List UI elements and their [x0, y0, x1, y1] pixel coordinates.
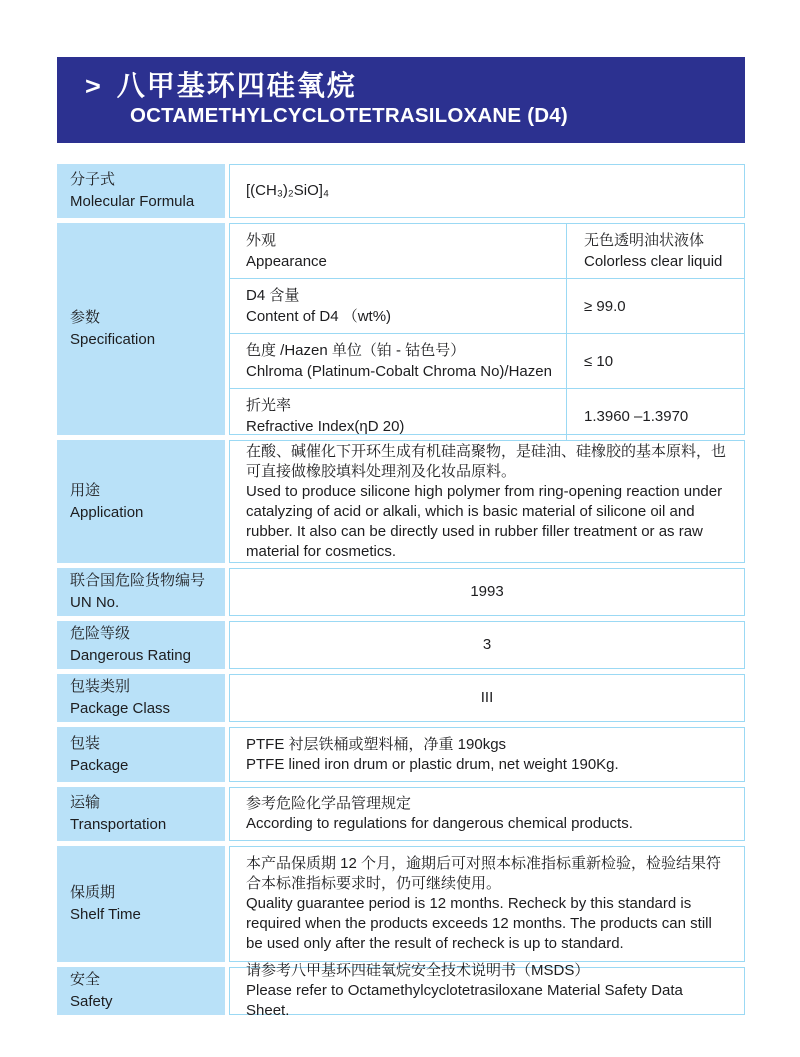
spec-table [57, 164, 745, 1019]
label-en: Safety [70, 993, 113, 1010]
spec-name-refractive-index [230, 389, 566, 443]
value-text: 1.3960 –1.3970 [584, 407, 689, 425]
spec-value-chroma [566, 334, 744, 388]
shelf-time-label [57, 846, 225, 962]
spec-row-refractive-index [230, 388, 744, 443]
row-molecular-formula [57, 164, 745, 218]
un-no-label [57, 568, 225, 616]
text-en: Please refer to Octamethylcyclotetrasiloxane Material Safety Data Sheet. [246, 982, 683, 1019]
text-cn: 请参考八甲基环四硅氧烷安全技术说明书（MSDS） [246, 962, 590, 979]
name-en: Refractive Index(ηD 20) [246, 418, 405, 435]
label-en: Transportation [70, 816, 167, 833]
row-specification [57, 223, 745, 435]
label-en: Specification [70, 331, 156, 348]
text-cn: PTFE 衬层铁桶或塑料桶，净重 190kgs [246, 735, 507, 753]
formula-text: [(CH₃)₂SiO]₄ [246, 182, 330, 199]
package-label [57, 727, 225, 782]
label-en: Shelf Time [70, 906, 141, 923]
transportation-value [229, 787, 745, 841]
name-cn: 色度 /Hazen 单位（铂 - 钴色号） [246, 342, 466, 359]
label-en: UN No. [70, 594, 120, 611]
value-text: ≤ 10 [584, 352, 614, 370]
row-package-class [57, 674, 745, 722]
package-value [229, 727, 745, 782]
row-package [57, 727, 745, 782]
label-cn: 联合国危险货物编号 [70, 572, 206, 589]
package-class-value [229, 674, 745, 722]
spec-name-chroma [230, 334, 566, 388]
text-en: Used to produce silicone high polymer from ring-opening reaction under catalyzing of acid or alkali, which is basic material of silicone oil and rubber. It also can be directly used in rubber filler treatment or as raw material for cosmetics. [246, 482, 723, 560]
banner-title-row [85, 70, 725, 102]
package-class-label [57, 674, 225, 722]
text-cn: 在酸、碱催化下开环生成有机硅高聚物，是硅油、硅橡胶的基本原料，也可直接做橡胶填料处理剂及化妆品原料。 [246, 442, 727, 480]
safety-label [57, 967, 225, 1015]
product-title-en: OCTAMETHYLCYCLOTETRASILOXANE (D4) [130, 104, 568, 127]
label-cn: 危险等级 [70, 625, 131, 642]
value-en: Colorless clear liquid [584, 253, 723, 270]
name-cn: D4 含量 [246, 287, 300, 304]
page-content [57, 57, 745, 1019]
value-cn: 无色透明油状液体 [584, 232, 705, 249]
spec-name-content-of-d4 [230, 279, 566, 333]
row-dangerous-rating [57, 621, 745, 669]
value-text: 1993 [470, 583, 504, 600]
row-shelf-time [57, 846, 745, 962]
row-application [57, 440, 745, 563]
spec-row-content-of-d4 [230, 278, 744, 333]
name-en: Appearance [246, 253, 327, 270]
transportation-label [57, 787, 225, 841]
label-en: Application [70, 503, 144, 521]
value-text: III [480, 689, 494, 706]
label-cn: 分子式 [70, 171, 116, 188]
name-cn: 外观 [246, 232, 277, 249]
spec-value-content-of-d4 [566, 279, 744, 333]
specification-subtable [229, 223, 745, 435]
product-title-cn: 八甲基环四硅氧烷 [116, 70, 357, 101]
text-en: Quality guarantee period is 12 months. Recheck by this standard is required when the products exceeds 12 months. The products can still be used only after the result of recheck is up to standard. [246, 895, 712, 952]
label-en: Dangerous Rating [70, 647, 191, 664]
value-text: ≥ 99.0 [584, 297, 626, 315]
un-no-value [229, 568, 745, 616]
header-banner [57, 57, 745, 143]
text-cn: 参考危险化学品管理规定 [246, 795, 412, 812]
label-cn: 安全 [70, 971, 101, 988]
application-value [229, 440, 745, 563]
text-en: According to regulations for dangerous chemical products. [246, 815, 633, 832]
dangerous-rating-label [57, 621, 225, 669]
row-safety [57, 962, 745, 1019]
label-cn: 运输 [70, 794, 101, 811]
row-transportation [57, 787, 745, 841]
spec-value-refractive-index [566, 389, 744, 443]
text-cn: 本产品保质期 12 个月，逾期后可对照本标准指标重新检验，检验结果符合本标准指标要求时，仍可继续使用。 [246, 855, 722, 892]
label-cn: 用途 [70, 481, 101, 499]
application-label [57, 440, 225, 563]
molecular-formula-value [229, 164, 745, 218]
specification-label [57, 223, 225, 435]
spec-row-appearance [230, 224, 744, 278]
name-en: Chlroma (Platinum-Cobalt Chroma No)/Hazen [246, 363, 552, 380]
name-en: Content of D4 （wt%) [246, 308, 392, 325]
spec-row-chroma [230, 333, 744, 388]
row-un-no [57, 568, 745, 616]
label-cn: 参数 [70, 309, 101, 326]
label-cn: 保质期 [70, 884, 116, 901]
safety-value [229, 962, 745, 1019]
shelf-time-value [229, 846, 745, 962]
spec-name-appearance [230, 224, 566, 278]
label-cn: 包装 [70, 734, 101, 752]
label-cn: 包装类别 [70, 678, 131, 695]
label-en: Molecular Formula [70, 193, 195, 210]
chevron-right-icon: > [85, 72, 101, 100]
label-en: Package [70, 756, 129, 774]
label-en: Package Class [70, 700, 171, 717]
dangerous-rating-value [229, 621, 745, 669]
name-cn: 折光率 [246, 397, 292, 414]
value-text: 3 [482, 636, 492, 653]
spec-value-appearance [566, 224, 744, 278]
text-en: PTFE lined iron drum or plastic drum, net weight 190Kg. [246, 755, 619, 773]
molecular-formula-label [57, 164, 225, 218]
